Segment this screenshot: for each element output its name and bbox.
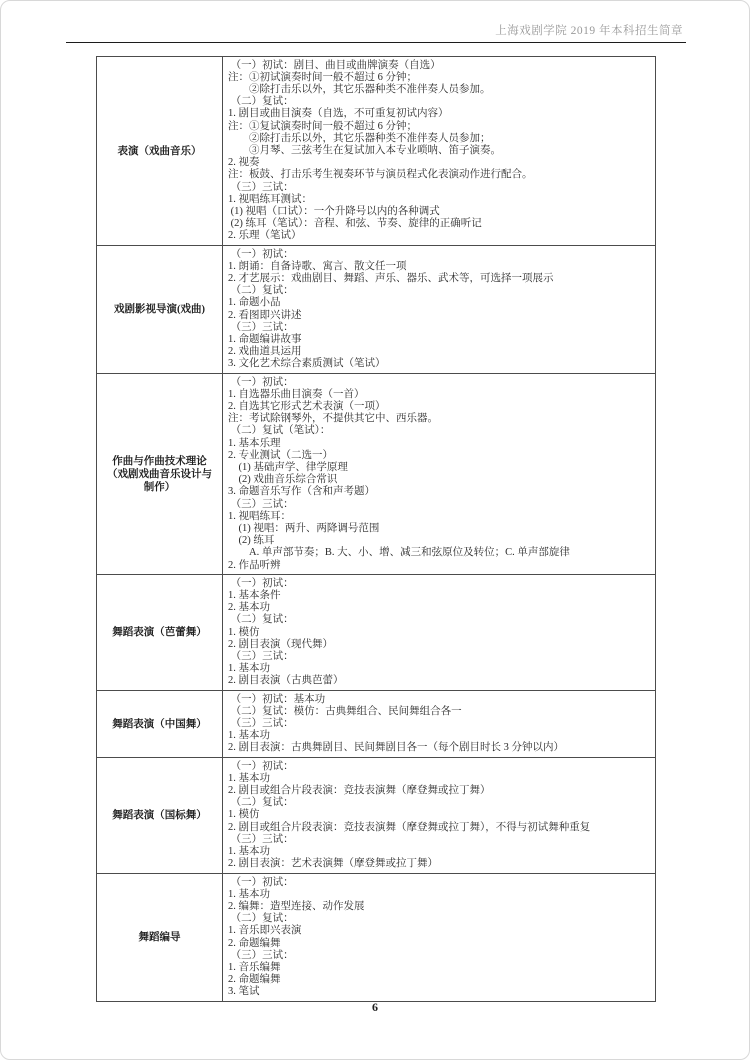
exam-detail-line: （一）初试： xyxy=(228,577,294,589)
exam-detail-line: （三）三试： xyxy=(228,181,294,193)
page-number: 6 xyxy=(372,1000,378,1014)
exam-detail-line: （一）初试： xyxy=(228,876,294,888)
exam-detail-line: 1. 基本功 xyxy=(228,730,270,742)
exam-detail-line: 2. 剧目表演：艺术表演舞（摩登舞或拉丁舞） xyxy=(228,858,438,870)
exam-detail-line: （三）三试： xyxy=(228,833,294,845)
major-name-cell: 舞蹈表演（芭蕾舞） xyxy=(97,575,223,691)
exam-detail-line: （一）初试： xyxy=(228,760,294,772)
exam-detail-line: 1. 模仿 xyxy=(228,809,260,821)
exam-detail-line: A. 单声部节奏；B. 大、小、增、减三和弦原位及转位；C. 单声部旋律 xyxy=(228,547,570,559)
major-name-cell: 舞蹈编导 xyxy=(97,874,223,1002)
exam-detail-line: 1. 自选器乐曲目演奏（一首） xyxy=(228,388,365,400)
exam-detail-line: （二）复试： xyxy=(228,285,294,297)
exam-detail-line: 1. 命题小品 xyxy=(228,297,281,309)
exam-detail-line: 1. 朗诵：自备诗歌、寓言、散文任一项 xyxy=(228,260,407,272)
exam-details-cell xyxy=(223,374,656,575)
exam-requirements-table xyxy=(96,56,656,1002)
exam-detail-line: （三）三试： xyxy=(228,718,294,730)
exam-detail-line: 2. 命题编舞 xyxy=(228,937,281,949)
exam-details-cell xyxy=(223,57,656,246)
exam-detail-line: （二）复试（笔试）： xyxy=(228,425,331,437)
exam-detail-line: 2. 专业测试（二选一） xyxy=(228,449,333,461)
exam-detail-line: （一）初试： xyxy=(228,248,294,260)
table-row xyxy=(97,246,656,374)
exam-details-cell xyxy=(223,246,656,374)
exam-detail-line: (2) 练耳 xyxy=(228,535,275,547)
exam-detail-line: 2. 剧目表演（现代舞） xyxy=(228,638,333,650)
exam-table-body xyxy=(97,57,656,1002)
major-name-cell: 舞蹈表演（国标舞） xyxy=(97,758,223,874)
exam-detail-line: （三）三试： xyxy=(228,498,294,510)
exam-detail-line: 注：①初试演奏时间一般不超过 6 分钟； xyxy=(228,71,417,83)
exam-detail-line: 1. 音乐编舞 xyxy=(228,961,281,973)
exam-detail-line: 1. 基本功 xyxy=(228,663,270,675)
exam-detail-line: 3. 笔试 xyxy=(228,986,260,998)
exam-detail-line: 1. 基本功 xyxy=(228,772,270,784)
exam-detail-line: 注：①复试演奏时间一般不超过 6 分钟； xyxy=(228,120,417,132)
exam-detail-line: ②除打击乐以外，其它乐器种类不准伴奏人员参加； xyxy=(228,132,491,144)
exam-detail-line: 注：板鼓、打击乐考生视奏环节与演员程式化表演动作进行配合。 xyxy=(228,169,533,181)
table-row xyxy=(97,374,656,575)
table-row xyxy=(97,691,656,758)
exam-detail-line: 1. 视唱练耳： xyxy=(228,510,291,522)
exam-detail-line: 3. 文化艺术综合素质测试（笔试） xyxy=(228,358,386,370)
exam-details-cell xyxy=(223,758,656,874)
exam-detail-line: 1. 基本条件 xyxy=(228,590,281,602)
exam-detail-line: 2. 命题编舞 xyxy=(228,974,281,986)
exam-detail-line: 2. 乐理（笔试） xyxy=(228,230,302,242)
exam-detail-line: （一）初试：剧目、曲目或曲牌演奏（自选） xyxy=(228,59,441,71)
major-name-cell: 戏剧影视导演(戏曲) xyxy=(97,246,223,374)
exam-details-cell xyxy=(223,874,656,1002)
table-row xyxy=(97,758,656,874)
exam-detail-line: (1) 视唱（口试）：一个升降号以内的各种调式 xyxy=(228,205,440,217)
major-name-cell: 表演（戏曲音乐） xyxy=(97,57,223,246)
major-name-cell: 舞蹈表演（中国舞） xyxy=(97,691,223,758)
table-row xyxy=(97,57,656,246)
exam-detail-line: 2. 才艺展示：戏曲剧目、舞蹈、声乐、器乐、武术等，可选择一项展示 xyxy=(228,272,554,284)
exam-detail-line: 2. 剧目表演（古典芭蕾） xyxy=(228,675,344,687)
table-row xyxy=(97,874,656,1002)
exam-detail-line: 2. 剧目或组合片段表演：竞技表演舞（摩登舞或拉丁舞），不得与初试舞种重复 xyxy=(228,821,591,833)
exam-detail-line: （一）初试：基本功 xyxy=(228,693,326,705)
exam-detail-line: （二）复试： xyxy=(228,913,294,925)
exam-detail-line: (1) 基础声学、律学原理 xyxy=(228,462,348,473)
exam-detail-line: ②除打击乐以外，其它乐器种类不准伴奏人员参加。 xyxy=(228,83,491,95)
exam-detail-line: 1. 音乐即兴表演 xyxy=(228,925,302,937)
exam-detail-line: (1) 视唱：两升、两降调号范围 xyxy=(228,523,380,535)
exam-detail-line: 1. 模仿 xyxy=(228,626,260,638)
exam-detail-line: 3. 命题音乐写作（含和声考题） xyxy=(228,486,375,498)
exam-detail-line: 1. 基本乐理 xyxy=(228,437,281,449)
exam-detail-line: （一）初试： xyxy=(228,376,294,388)
exam-detail-line: （二）复试： xyxy=(228,614,294,626)
exam-detail-line: 2. 视奏 xyxy=(228,157,260,169)
header-divider-line xyxy=(66,42,686,43)
exam-detail-line: ③月琴、三弦考生在复试加入本专业唢呐、笛子演奏。 xyxy=(228,144,501,156)
major-name-cell: 作曲与作曲技术理论（戏剧戏曲音乐设计与制作） xyxy=(97,374,223,575)
exam-details-cell xyxy=(223,691,656,758)
exam-detail-line: 2. 基本功 xyxy=(228,602,270,614)
exam-detail-line: 2. 剧目表演：古典舞剧目、民间舞剧目各一（每个剧目时长 3 分钟以内） xyxy=(228,742,564,754)
exam-detail-line: 2. 自选其它形式艺术表演（一项） xyxy=(228,400,386,412)
exam-detail-line: 1. 剧目或曲目演奏（自选，不可重复初试内容） xyxy=(228,108,449,120)
exam-detail-line: 1. 基本功 xyxy=(228,888,270,900)
exam-detail-line: 2. 编舞：造型连接、动作发展 xyxy=(228,900,365,912)
exam-detail-line: (2) 戏曲音乐综合常识 xyxy=(228,474,338,486)
document-header-title: 上海戏剧学院 2019 年本科招生简章 xyxy=(495,25,683,37)
exam-detail-line: （二）复试： xyxy=(228,96,294,108)
table-row xyxy=(97,575,656,691)
exam-detail-line: 1. 基本功 xyxy=(228,846,270,858)
exam-detail-line: （三）三试： xyxy=(228,321,294,333)
exam-detail-line: （二）复试：模仿：古典舞组合、民间舞组合各一 xyxy=(228,705,462,717)
exam-detail-line: （三）三试： xyxy=(228,949,294,961)
exam-detail-line: 2. 看图即兴讲述 xyxy=(228,309,302,321)
exam-detail-line: 2. 戏曲道具运用 xyxy=(228,346,302,358)
exam-detail-line: （三）三试： xyxy=(228,651,294,663)
exam-detail-line: 2. 剧目或组合片段表演：竞技表演舞（摩登舞或拉丁舞） xyxy=(228,785,491,797)
exam-detail-line: 1. 命题编讲故事 xyxy=(228,333,302,345)
exam-detail-line: 1. 视唱练耳测试： xyxy=(228,193,312,205)
exam-detail-line: (2) 练耳（笔试）：音程、和弦、节奏、旋律的正确听记 xyxy=(228,218,482,230)
exam-detail-line: 2. 作品听辨 xyxy=(228,559,281,571)
exam-details-cell xyxy=(223,575,656,691)
exam-detail-line: （二）复试： xyxy=(228,797,294,809)
exam-detail-line: 注：考试除钢琴外，不提供其它中、西乐器。 xyxy=(228,413,438,425)
